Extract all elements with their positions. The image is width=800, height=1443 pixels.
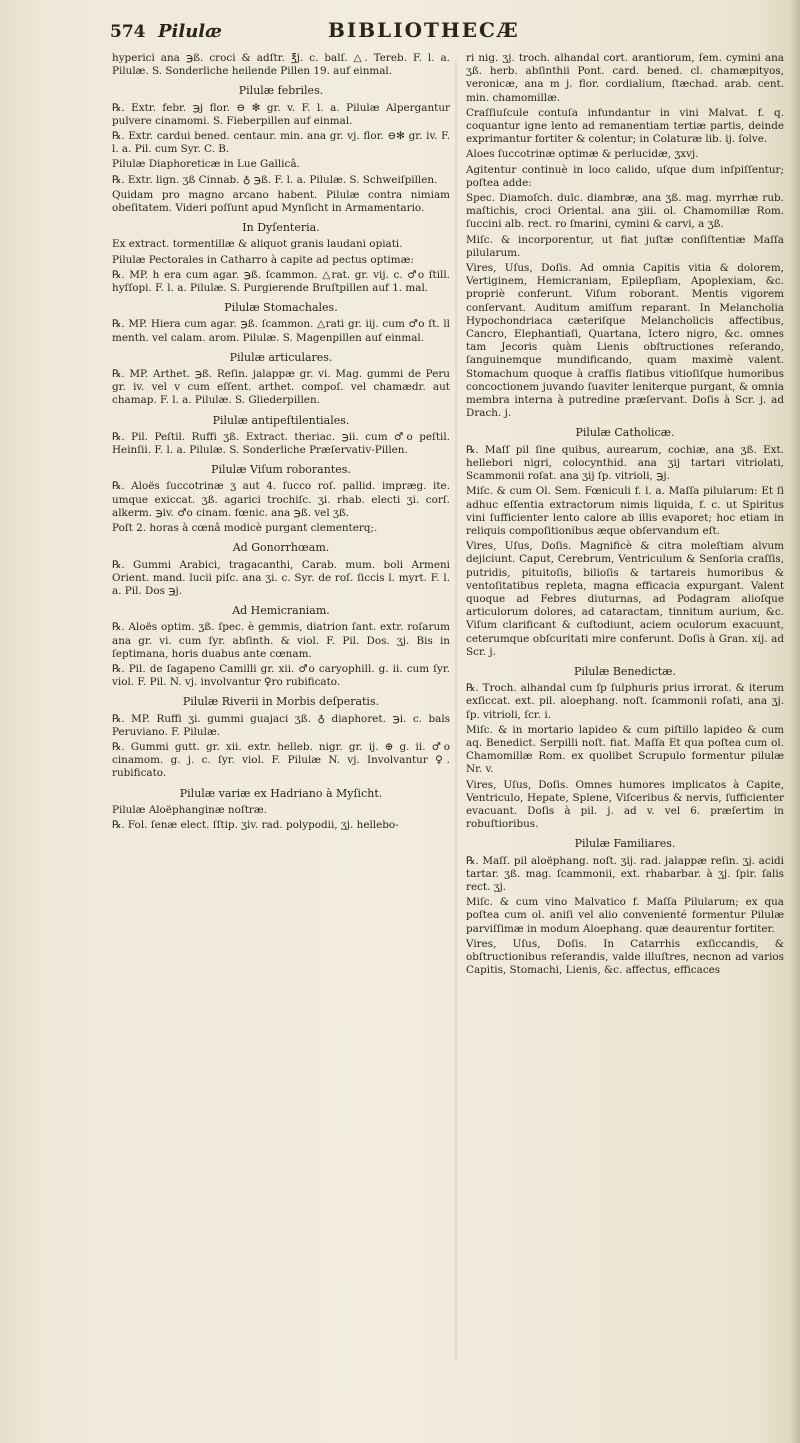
- paragraph: Agitentur continuè in loco calido, uſque dum inſpiſſentur; poſtea adde:: [466, 163, 784, 189]
- paragraph: hyperici ana ℈ß. croci & adſtr. ℥j. c. balſ. △. Tereb. F. l. a. Pilulæ. S. Sonderliche heilende Pillen 19. auf einmal.: [112, 52, 450, 78]
- paragraph: ℞. Aloës optim. ʒß. ſpec. è gemmis, diatrion ſant. extr. roſarum ana gr. vi. cum ſyr. abſinth. & viol. F. Pil. Dos. ʒj. Bis in ſeptimana, horis duabus ante cœnam.: [112, 621, 450, 660]
- paragraph: ℞. Maſſ. pil aloëphang. noſt. ʒij. rad. jalappæ reſin. ʒj. acidi tartar. ʒß. mag. ſcammonii, ext. rhabarbar. à ʒj. ſpir. ſalis rect. ʒj.: [466, 854, 784, 893]
- paragraph: Craſſiuſcule contuſa infundantur in vini Malvat. f. q. coquantur igne lento ad remanentiam tertiæ partis, deinde exprimantur fortiter & colentur; in Colaturæ lib. ij. ſolve.: [466, 106, 784, 146]
- page-crease: [455, 60, 457, 1360]
- paragraph: Vires, Uſus, Doſis. In Catarrhis exſiccandis, & obſtructionibus reſerandis, valde illuſtres, necnon ad varios Capitis, Stomachi, Lienis, &c. affectus, efficaces: [466, 937, 784, 977]
- section-heading: Pilulæ articulares.: [229, 350, 333, 364]
- paragraph: Vires, Uſus, Doſis. Omnes humores implicatos à Capite, Ventriculo, Hepate, Splene, Viſceribus & nervis, ſufficienter evacuant. Doſis à pil. j. ad v. vel 6. præſertim in robuſtioribus.: [466, 778, 784, 831]
- paragraph: ℞. Extr. lign. ʒß Cinnab. ♁ ℈ß. F. l. a. Pilulæ. S. Schweiſpillen.: [112, 173, 438, 186]
- paragraph: Pilulæ Pectorales in Catharro à capite ad pectus optimæ:: [112, 253, 414, 266]
- paragraph: ℞. Aloës ſuccotrinæ ʒ aut 4. ſucco roſ. pallid. impræg. ite. umque exiccat. ʒß. agarici trochiſc. ʒi. rhab. electi ʒi. corſ. alkerm. ℈iv. ♂o cinam. fœnic. ana ℈ß. vel ʒß.: [112, 480, 450, 519]
- paragraph: Miſc. & cum Ol. Sem. Fœniculi f. l. a. Maſſa pilularum: Et ſi adhuc eſſentia extractorum nimis liquida, f. c. ut Spiritus vini ſufficienter lento calore ab illis evaporet; hoc etiam in reliquis compoſitionibus æque obſervandum eſt.: [466, 485, 784, 537]
- running-title: Pilulæ: [158, 21, 222, 42]
- paragraph: ℞. Extr. febr. ℈j flor. ⊖ ✻ gr. v. F. l. a. Pilulæ Alpergantur pulvere cinamomi. S. Fieberpillen auf einmal.: [112, 101, 450, 127]
- paragraph: ℞. MP. Ruffi ʒi. gummi guajaci ʒß. ♁ diaphoret. ℈i. c. bals Peruviano. F. Pilulæ.: [112, 712, 450, 738]
- paragraph: Poſt 2. horas à cœnâ modicè purgant clementerq;.: [112, 522, 378, 535]
- section-heading: Pilulæ antipeſtilentiales.: [212, 413, 350, 427]
- paragraph: Spec. Diamoſch. dulc. diambræ, ana ʒß. mag. myrrhæ rub. maſtichis, croci Oriental. ana ʒiii. ol. Chamomillæ Rom. ſuccini alb. rect. ro ſmarini, cymini & carvi, a ʒß.: [466, 192, 784, 231]
- section-heading: Pilulæ Riverii in Morbis deſperatis.: [182, 695, 380, 709]
- section-heading: Pilulæ Catholicæ.: [575, 426, 675, 440]
- paragraph: Miſc. & in mortario lapideo & cum piſtillo lapideo & cum aq. Benedict. Serpilli noſt. fiat. Maſſa Et qua poſtea cum ol. Chamomillæ Rom. ex quolibet Scrupulo formentur pilulæ Nr. v.: [466, 723, 784, 776]
- page-number: 574: [110, 22, 146, 42]
- section-heading: Ad Gonorrhœam.: [232, 541, 330, 555]
- paragraph: Vires, Uſus, Doſis. Magnificè & citra moleſtiam alvum dejiciunt. Caput, Cerebrum, Ventriculum & Senſoria craſſis, putridis, pituitoſis, bilioſis & tartareis humoribus & ventoſitatibus repleta, magna efficacia expurgant. Valent quoque ad Febres diuturnas, ad Podagram alioſque articulorum dolores, ad cataractam, tinnitum aurium, &c. Viſum clarificant & cuſtodiunt, aciem oculorum exacuunt, ceterumque obſcuritati mire conferunt. Doſis à Gran. xij. ad Scr. j.: [466, 540, 784, 658]
- paragraph: ri nig. ʒj. troch. alhandal cort. arantiorum, ſem. cymini ana ʒß. herb. abſinthii Pont. card. bened. cl. chamæpityos, veronicæ, ana m j. flor. cordialium, ſtæchad. arab. cent. min. chamomillæ.: [466, 52, 784, 104]
- paragraph: ℞. Gummi Arabici, tragacanthi, Carab. mum. boli Armeni Orient. mand. lucii piſc. ana ʒi. c. Syr. de roſ. ſiccis l. myrt. F. l. a. Pil. Dos ℈j.: [112, 558, 450, 597]
- paragraph: ℞. Pil. Peſtil. Ruffi ʒß. Extract. theriac. ℈ii. cum ♂o peſtil. Heinſii. F. l. a. Pilulæ. S. Sonderliche Præſervativ-Pillen.: [112, 430, 450, 457]
- section-heading: Pilulæ variæ ex Hadriano à Myſicht.: [179, 786, 383, 800]
- section-heading: Pilulæ Familiares.: [574, 837, 676, 851]
- book-title: BIBLIOTHECÆ: [328, 18, 520, 42]
- paragraph: ℞. Fol. ſenæ elect. ſſtip. ʒiv. rad. polypodii, ʒj. hellebo-: [112, 818, 399, 831]
- paragraph: ℞. Troch. alhandal cum ſp ſulphuris prius irrorat. & iterum exſiccat. ext. pil. aloephang. noſt. ſcammonii roſati, ana ʒj. ſp. vitrioli, ſcr. i.: [466, 682, 784, 721]
- paragraph: Quidam pro magno arcano habent. Pilulæ contra nimiam obeſitatem. Videri poſſunt apud Mynſicht in Armamentario.: [112, 188, 450, 215]
- section-heading: Ad Hemicraniam.: [232, 604, 330, 618]
- paragraph: ℞. MP. h era cum agar. ℈ß. ſcammon. △rat. gr. vij. c. ♂o ſtill. hyſſopi. F. l. a. Pilulæ. S. Purgierende Bruſtpillen auf 1. mal.: [112, 268, 450, 295]
- paragraph: Pilulæ Diaphoreticæ in Lue Gallicâ.: [112, 158, 300, 171]
- paragraph: ℞. Gummi gutt. gr. xii. extr. helleb. nigr. gr. ij. ⊕ g. ii. ♂o cinamom. g. j. c. ſyr. viol. F. Pilulæ N. vj. Involvantur ♀. rubificato.: [112, 740, 450, 780]
- right-column: [466, 52, 784, 1382]
- section-heading: Pilulæ Benedictæ.: [573, 664, 677, 678]
- left-column: [112, 52, 450, 1382]
- paragraph: Ex extract. tormentillæ & aliquot granis laudani opiati.: [112, 238, 403, 251]
- paragraph: Aloes ſuccotrinæ optimæ & perlucidæ, ʒxvj.: [466, 148, 699, 161]
- section-heading: Pilulæ Stomachales.: [224, 301, 338, 315]
- paragraph: ℞. MP. Hiera cum agar. ℈ß. ſcammon. △rati gr. iij. cum ♂o ſt. ll menth. vel calam. arom. Pilulæ. S. Magenpillen auf einmal.: [112, 318, 450, 344]
- paragraph: ℞. Pil. de ſagapeno Camilli gr. xii. ♂o caryophill. g. ii. cum ſyr. viol. F. Pil. N. vj. involvantur ♀ro rubificato.: [112, 662, 450, 689]
- paragraph: Pilulæ Aloëphanginæ noſtræ.: [112, 803, 267, 816]
- section-heading: Pilulæ Viſum roborantes.: [211, 463, 351, 477]
- paragraph: ℞. MP. Arthet. ℈ß. Reſin. jalappæ gr. vi. Mag. gummi de Peru gr. iv. vel v cum eſſent. arthet. compoſ. vel chamædr. aut chamap. F. l. a. Pilulæ. S. Gliederpillen.: [112, 368, 450, 407]
- paragraph: ℞. Maſſ pil ſine quibus, aurearum, cochiæ, ana ʒß. Ext. hellebori nigri, colocynthid. ana ʒij tartari vitriolati, Scammonii roſat. ana ʒij ſp. vitrioli, ℈j.: [466, 443, 784, 483]
- paragraph: Miſc. & cum vino Malvatico f. Maſſa Pilularum; ex qua poſtea cum ol. aniſi vel alio convenienté formentur Pilulæ parviſſimæ in modum Aloephang. quæ deaurentur fortiter.: [466, 896, 784, 935]
- section-heading: In Dyſenteria.: [242, 221, 320, 235]
- page-edge-shadow: [790, 0, 800, 1443]
- running-header: [110, 18, 790, 52]
- section-heading: Pilulæ febriles.: [238, 84, 324, 98]
- paragraph: Miſc. & incorporentur, ut fiat juſtæ conſiſtentiæ Maſſa pilularum.: [466, 233, 784, 259]
- paragraph: ℞. Extr. cardui bened. centaur. min. ana gr. vj. flor. ⊖✻ gr. iv. F. l. a. Pil. cum Syr. C. B.: [112, 130, 450, 156]
- paragraph: Vires, Uſus, Doſis. Ad omnia Capitis vitia & dolorem, Vertiginem, Hemicraniam, Epilepſiam, Apoplexiam, &c. propriè conferunt. Viſum roborant. Mentis vigorem conſervant. Auditum amiſſum reparant. In Melancholia Hypochondriaca cæteriſque Melancholicis affectibus, Cancro, Elephantiaſi, Quartana, Ictero nigro, &c. omnes tam Jecoris quàm Lienis obſtructiones reſerando, ſanguinemque mundificando, quam maximè valent. Stomachum quoque à craſſis flatibus vitioſiſque humoribus concoctionem juvando ſuaviter leniterque purgant, & omnia membra interna à putredine præſervant. Doſis à Scr. j. ad Drach. j.: [466, 262, 784, 420]
